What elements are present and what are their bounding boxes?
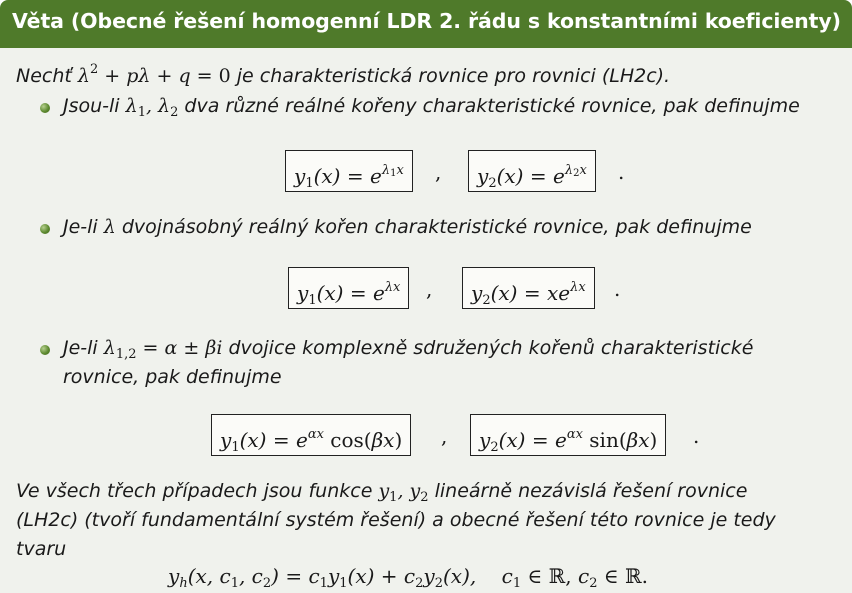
intro-equation: $\lambda^2 + p\lambda + q = 0$ [77,62,231,87]
conclusion-math: $y_1$, $y_2$ [378,480,429,505]
bullet-icon [40,224,50,234]
intro-prefix: Nechť [16,65,72,87]
case3-y1-box: $y_1(x) = e^{\alpha x}$ cos(βx) [211,414,411,456]
comma-separator: , [435,160,442,184]
case2-suffix: dvojnásobný reálný kořen charakteristické rovnice, pak definujme [121,216,752,238]
intro-line [16,62,670,87]
comma-separator: , [426,277,433,301]
case1-suffix: dva různé reálné kořeny charakteristické rovnice, pak definujme [184,95,800,117]
case3-y2-box: $y_2(x) = e^{\alpha x}$ sin(βx) [470,414,666,456]
theorem-header [0,0,852,48]
case2-y2-box: $y_2(x) = xe^{\lambda x}$ [462,267,595,309]
case1-y2-box: $y_2(x) = e^{\lambda_2x}$ [468,150,596,192]
case3-text [63,337,753,362]
case1-math: $\lambda_1$, $\lambda_2$ [125,95,179,120]
case2-text [63,216,752,238]
case3-prefix: Je-li [63,337,98,359]
case2-math: λ [103,216,116,238]
case2-prefix: Je-li [63,216,98,238]
case3-suffix: dvojice komplexně sdružených kořenů charakteristické [228,337,754,359]
general-solution-equation: $y_h(x$, $c_1$, $c_2) = c_1y_1(x) + c_2y_2(x)$, $c_1$ ∈ ℝ, $c_2$ ∈ ℝ. [168,564,648,591]
period-separator: . [693,424,700,448]
period-separator: . [614,277,621,301]
case1-text [63,95,800,120]
intro-suffix: je charakteristická rovnice pro rovnici (LH2c). [236,65,671,87]
case3-text-line2: rovnice, pak definujme [63,366,282,388]
theorem-title: Věta (Obecné řešení homogenní LDR 2. řádu s konstantními koeficienty) [12,9,841,33]
bullet-icon [40,345,50,355]
case1-y1-box: $y_1(x) = e^{\lambda_1x}$ [285,150,413,192]
conclusion-prefix: Ve všech třech případech jsou funkce [16,480,373,502]
conclusion-line1 [16,480,747,505]
case1-prefix: Jsou-li [63,95,120,117]
conclusion-line2: (LH2c) (tvoří fundamentální systém řešení) a obecné řešení této rovnice je tedy [16,509,776,531]
case3-math: $\lambda_{1,2} = \alpha \pm \beta i$ [103,337,223,362]
case2-y1-box: $y_1(x) = e^{\lambda x}$ [288,267,409,309]
conclusion-line3: tvaru [16,538,67,560]
comma-separator: , [441,424,448,448]
period-separator: . [618,160,625,184]
conclusion-suffix: lineárně nezávislá řešení rovnice [434,480,748,502]
bullet-icon [40,103,50,113]
